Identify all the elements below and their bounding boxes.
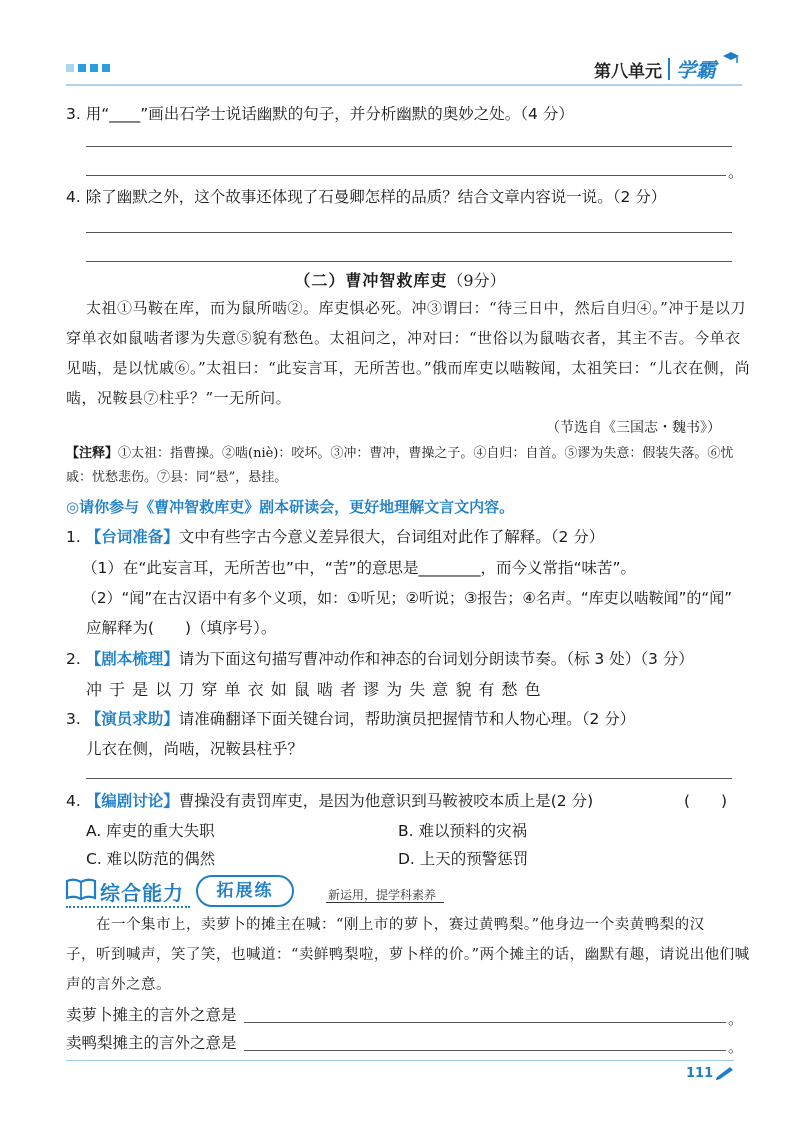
- s2-question-4: 4. 【编剧讨论】曹操没有责罚库吏，是因为他意识到马鞍被咬本质上是(2 分): [66, 792, 594, 810]
- answer-line[interactable]: [86, 261, 732, 262]
- answer-line[interactable]: [86, 778, 732, 779]
- text-line: 啮，况鞍县⑦柱乎？”一无所问。: [66, 389, 292, 407]
- text-line: 穿单衣如鼠啮者谬为失意⑤貌有愁色。太祖问之，冲对曰：“世俗以为鼠啮衣者，其主不吉。今单衣: [66, 329, 741, 347]
- footer-rule: [66, 1060, 734, 1061]
- text-line: 声的言外之意。: [66, 977, 171, 993]
- translate-sentence: 儿衣在侧，尚啮，况鞍县柱乎？: [86, 740, 304, 758]
- rhythm-sentence[interactable]: 冲 于 是 以 刀 穿 单 衣 如 鼠 啮 者 谬 为 失 意 貌 有 愁 色: [86, 680, 542, 699]
- option-d[interactable]: D. 上天的预警惩罚: [398, 850, 529, 868]
- notes-label: 【注释】: [66, 446, 119, 461]
- s2-question-1-2a: （2）“闻”在古汉语中有多个义项，如：①听见；②听说；③报告；④名声。“库吏以啮鞍闻”的“闻”: [82, 589, 732, 607]
- text-line: 在一个集市上，卖萝卜的摊主在喊：“刚上市的萝卜，赛过黄鸭梨。”他身边一个卖黄鸭梨的汉: [96, 917, 705, 933]
- expand-answer-1-label: 卖萝卜摊主的言外之意是: [66, 1006, 237, 1024]
- banner-dotted-rule: [66, 906, 190, 908]
- option-c[interactable]: C. 难以防范的偶然: [86, 850, 216, 868]
- expand-answer-2-label: 卖鸭梨摊主的言外之意是: [66, 1034, 237, 1052]
- banner-title: 综合能力: [100, 881, 184, 905]
- header-dots: [66, 64, 116, 72]
- s2-question-1: 1. 【台词准备】文中有些字古今意义差异很大，台词组对此作了解释。（2 分）: [66, 528, 605, 546]
- tag-label: 【编剧讨论】: [85, 792, 179, 810]
- expand-passage: [66, 910, 756, 1000]
- notes: [66, 442, 746, 490]
- header-divider: [668, 58, 670, 80]
- header-unit: 第八单元: [594, 62, 662, 82]
- pencil-icon: [714, 1064, 736, 1084]
- tag-label: 【剧本梳理】: [85, 650, 179, 668]
- text-line: 太祖①马鞍在库，而为鼠所啮②。库吏惧必死。冲③谓曰：“待三日中，然后自归④。”冲于是以刀: [86, 299, 746, 317]
- option-a[interactable]: A. 库吏的重大失职: [86, 822, 215, 840]
- slogan: 新运用，提学科素养: [328, 888, 437, 902]
- s2-question-1-1: （1）在“此妄言耳，无所苦也”中，“苦”的意思是________，而今义常指“味苦”。: [82, 559, 637, 577]
- tag-label: 【台词准备】: [85, 528, 179, 546]
- slogan-underline: [326, 902, 444, 903]
- answer-line[interactable]: [244, 1050, 726, 1051]
- answer-line[interactable]: [244, 1022, 726, 1023]
- tag-label: 【演员求助】: [85, 710, 179, 728]
- classical-text: [66, 323, 751, 413]
- s2-question-2: 2. 【剧本梳理】请为下面这句描写曹冲动作和神态的台词划分朗读节奏。（标 3 处）（3 分）: [66, 650, 694, 668]
- question-3: 3. 用“____”画出石学士说话幽默的句子，并分析幽默的奥妙之处。（4 分）: [66, 105, 574, 123]
- option-b[interactable]: B. 难以预料的灾祸: [398, 822, 527, 840]
- book-icon: [64, 876, 98, 906]
- text-line: 见啮，是以忧戚⑥。”太祖曰：“此妄言耳，无所苦也。”俄而库吏以啮鞍闻，太祖笑曰：“儿衣在侧，尚: [66, 359, 751, 377]
- page-number: 111: [686, 1066, 714, 1081]
- text-line: 子，听到喊声，笑了笑，也喊道：“卖鲜鸭梨啦，萝卜样的价。”两个摊主的话，幽默有趣，请说出他们喊: [66, 947, 750, 963]
- question-4: 4. 除了幽默之外，这个故事还体现了石曼卿怎样的品质？结合文章内容说一说。（2 分）: [66, 188, 667, 206]
- answer-paren[interactable]: ( ): [684, 792, 728, 810]
- classical-text: [86, 293, 746, 323]
- task-intro: ◎请你参与《曹冲智救库吏》剧本研读会，更好地理解文言文内容。: [66, 498, 515, 516]
- end-mark: 。: [728, 163, 744, 181]
- end-mark: 。: [728, 1010, 744, 1028]
- notes-text: 戚：忧愁悲伤。⑦县：同“悬”，悬挂。: [66, 470, 288, 485]
- s2-question-1-2b: 应解释为( )（填序号）。: [86, 619, 277, 637]
- end-mark: 。: [728, 1038, 744, 1056]
- brand-logo: 学霸: [676, 58, 716, 82]
- answer-line[interactable]: [86, 175, 726, 176]
- source-citation: （节选自《三国志・魏书》）: [546, 420, 721, 436]
- answer-line[interactable]: [86, 232, 732, 233]
- s2-question-3: 3. 【演员求助】请准确翻译下面关键台词，帮助演员把握情节和人物心理。（2 分）: [66, 710, 636, 728]
- brand-cap-icon: [722, 50, 740, 70]
- section-title: （二）曹冲智救库吏（9分）: [294, 271, 506, 290]
- header-rule: [66, 84, 742, 86]
- badge: 拓展练: [196, 875, 294, 907]
- answer-line[interactable]: [86, 146, 732, 147]
- notes-text: ①太祖：指曹操。②啮(niè)：咬坏。③冲：曹冲，曹操之子。④自归：自首。⑤谬为失意：假装失落。⑥忧: [118, 446, 734, 461]
